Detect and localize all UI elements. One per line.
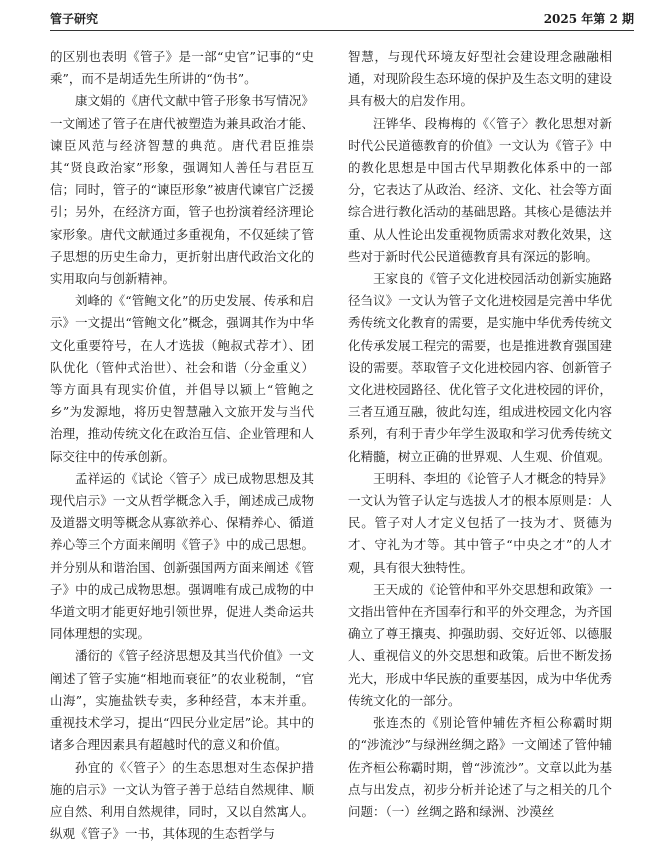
paragraph: 潘衍的《管子经济思想及其当代价值》一文阐述了管子实施“相地而衰征”的农业税制，“官山海”，实施盐铁专卖，多种经营，本末并重。重视技术学习，提出“四民分业定居”论。其中的诸多合理因素具有超越时代的意义和价值。 xyxy=(50,645,314,756)
paragraph: 智慧，与现代环境友好型社会建设理念融融相通，对现阶段生态环境的保护及生态文明的建设具有极大的启发作用。 xyxy=(348,46,612,113)
right-column xyxy=(348,46,612,823)
left-column xyxy=(50,46,314,845)
paragraph: 康文娟的《唐代文献中管子形象书写情况》一文阐述了管子在唐代被塑造为兼具政治才能、谏臣风范与经济智慧的典范。唐代君臣推崇其“贤良政治家”形象，强调知人善任与君臣互信；同时，管子的“谏臣形象”被唐代谏官广泛援引；另外，在经济方面，管子也扮演着经济理论家形象。唐代文献通过多重视角，不仅延续了管子思想的历史生命力，更折射出唐代政治文化的实用取向与创新精神。 xyxy=(50,90,314,290)
paragraph: 的区别也表明《管子》是一部“史官”记事的“史乘”，而不是胡适先生所讲的“伪书”。 xyxy=(50,46,314,90)
paragraph: 王明科、李坦的《论管子人才概念的特异》一文认为管子认定与选拔人才的根本原则是：人民。管子对人才定义包括了一技为才、贤德为才、守礼为才等。其中管子“中央之才”的人才观，具有很大独特性。 xyxy=(348,468,612,579)
paragraph: 王家良的《管子文化进校园活动创新实施路径刍议》一文认为管子文化进校园是完善中华优秀传统文化教育的需要，是实施中华优秀传统文化传承发展工程完的需要，也是推进教育强国建设的需要。萃取管子文化进校园内容、创新管子文化进校园路径、优化管子文化进校园的评价，三者互通互融，彼此勾连，组成进校园文化内容系列，有利于青少年学生汲取和学习优秀传统文化精髓，树立正确的世界观、人生观、价值观。 xyxy=(348,268,612,468)
paragraph: 刘峰的《“管鲍文化”的历史发展、传承和启示》一文提出“管鲍文化”概念，强调其作为中华文化重要符号，在人才选拔（鲍叔式荐才）、团队优化（管仲式治世）、社会和谐（分金重义）等方面具有现实价值，并倡导以颍上“管鲍之乡”为发源地，将历史智慧融入文旅开发与当代治理，推动传统文化在政治互信、企业管理和人际交往中的传承创新。 xyxy=(50,290,314,468)
issue-number: 2025 年第 2 期 xyxy=(544,10,634,28)
paragraph: 汪铧华、段梅梅的《〈管子〉教化思想对新时代公民道德教育的价值》一文认为《管子》中的教化思想是中国古代早期教化体系中的一部分，它表达了从政治、经济、文化、社会等方面综合进行教化活动的基础思路。其核心是德法并重、从人性论出发重视物质需求对教化效果，这些对于新时代公民道德教育具有深远的影响。 xyxy=(348,113,612,268)
paragraph: 王天成的《论管仲和平外交思想和政策》一文指出管仲在齐国奉行和平的外交理念，为齐国确立了尊王攘夷、抑强助弱、交好近邻、以德服人、重视信义的外交思想和政策。后世不断发扬光大，形成中华民族的重要基因，成为中华优秀传统文化的一部分。 xyxy=(348,579,612,712)
paragraph: 孙宜的《〈管子〉的生态思想对生态保护措施的启示》一文认为管子善于总结自然规律、顺应自然、利用自然规律，同时，又以自然寓人。纵观《管子》一书，其体现的生态哲学与 xyxy=(50,757,314,845)
running-header xyxy=(50,10,634,31)
paragraph: 孟祥运的《试论〈管子〉成已成物思想及其现代启示》一文从哲学概念入手，阐述成己成物及道器文明等概念从寡欲养心、保精养心、循道养心等三个方面来阐明《管子》中的成己思想。并分别从和谐治国、创新强国两方面来阐述《管子》中的成己成物思想。强调唯有成己成物的中华道文明才能更好地引领世界，促进人类命运共同体理想的实现。 xyxy=(50,468,314,646)
paragraph: 张连杰的《别论管仲辅佐齐桓公称霸时期的“涉流沙”与绿洲丝绸之路》一文阐述了管仲辅佐齐桓公称霸时期，曾“涉流沙”。文章以此为基点与出发点，初步分析并论述了与之相关的几个问题：（一）丝绸之路和绿洲、沙漠丝 xyxy=(348,712,612,823)
journal-title: 管子研究 xyxy=(50,10,98,28)
